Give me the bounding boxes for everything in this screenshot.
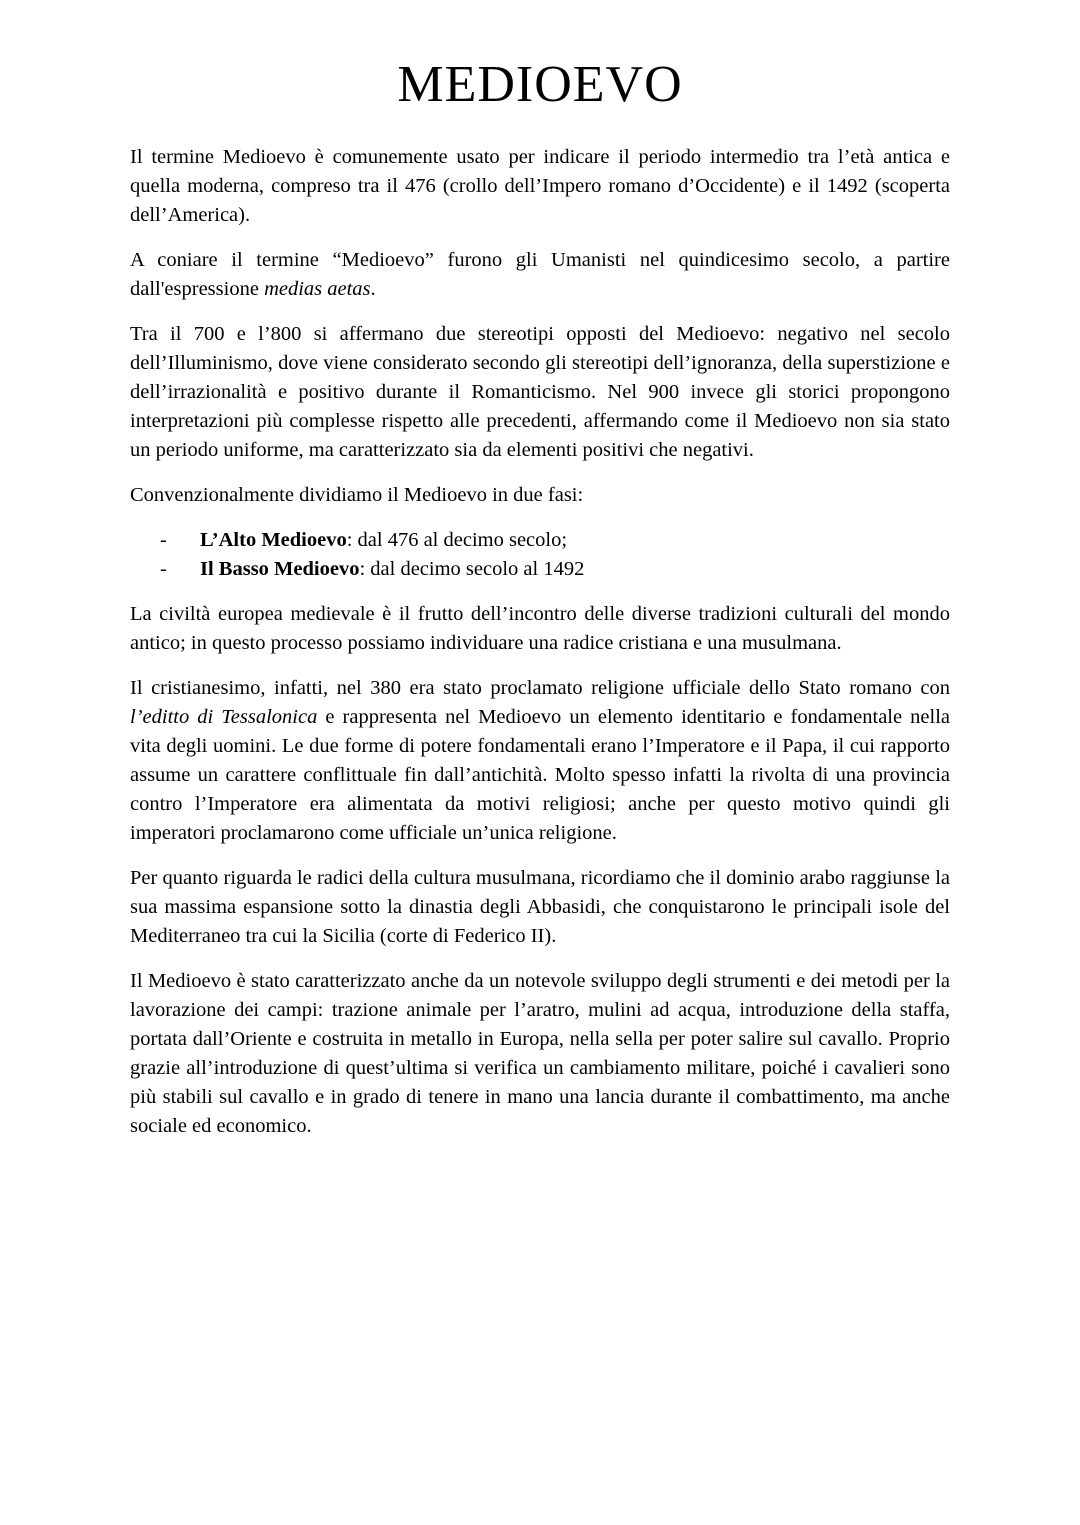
bullet-list [130, 526, 950, 584]
bold-text: L’Alto Medioevo [200, 529, 347, 552]
list-marker: - [160, 529, 167, 552]
bold-text: Il Basso Medioevo [200, 558, 360, 581]
document-body [130, 143, 950, 1141]
paragraph [130, 320, 950, 465]
text-run: e rappresenta nel Medioevo un elemento identitario e fondamentale nella vita degli uomini. Le due forme di potere fondamentali erano l’Imperatore e il Papa, il cui rapporto assume un carattere conflittuale fin dall’antichità. Molto spesso infatti la rivolta di una provincia contro l’Imperatore era alimentata da motivi religiosi; anche per questo motivo quindi gli imperatori proclamarono come ufficiale un’unica religione. [130, 706, 950, 845]
text-run: : dal decimo secolo al 1492 [359, 558, 585, 581]
text-run: Tra il 700 e l’800 si affermano due stereotipi opposti del Medioevo: negativo nel secolo dell’Illuminismo, dove viene considerato secondo gli stereotipi dell’ignoranza, della superstizione e dell’irrazionalità e positivo durante il Romanticismo. Nel 900 invece gli storici propongono interpretazioni più complesse rispetto alle precedenti, affermando come il Medioevo non sia stato un periodo uniforme, ma caratterizzato sia da elementi positivi che negativi. [130, 323, 950, 462]
text-run: Per quanto riguarda le radici della cultura musulmana, ricordiamo che il dominio arabo raggiunse la sua massima espansione sotto la dinastia degli Abbasidi, che conquistarono le principali isole del Mediterraneo tra cui la Sicilia (corte di Federico II). [130, 867, 950, 948]
list-item [130, 526, 950, 555]
text-run: La civiltà europea medievale è il frutto dell’incontro delle diverse tradizioni culturali del mondo antico; in questo processo possiamo individuare una radice cristiana e una musulmana. [130, 603, 950, 655]
paragraph [130, 600, 950, 658]
text-run: Convenzionalmente dividiamo il Medioevo in due fasi: [130, 484, 584, 507]
paragraph [130, 143, 950, 230]
list-marker: - [160, 558, 167, 581]
page-title: MEDIOEVO [397, 56, 683, 113]
paragraph [130, 674, 950, 848]
list-item [130, 555, 950, 584]
paragraph [130, 967, 950, 1141]
paragraph [130, 246, 950, 304]
paragraph [130, 864, 950, 951]
paragraph [130, 481, 950, 510]
text-run: Il Medioevo è stato caratterizzato anche da un notevole sviluppo degli strumenti e dei metodi per la lavorazione dei campi: trazione animale per l’aratro, mulini ad acqua, introduzione della staffa, portata dall’Oriente e costruita in metallo in Europa, nella sella per poter salire sul cavallo. Proprio grazie all’introduzione di quest’ultima si verifica un cambiamento militare, poiché i cavalieri sono più stabili sul cavallo e in grado di tenere in mano una lancia durante il combattimento, ma anche sociale ed economico. [130, 970, 950, 1138]
text-run: Il cristianesimo, infatti, nel 380 era stato proclamato religione ufficiale dello Stato romano con [130, 677, 950, 700]
italic-text: medias aetas [264, 278, 371, 301]
text-run: Il termine Medioevo è comunemente usato per indicare il periodo intermedio tra l’età antica e quella moderna, compreso tra il 476 (crollo dell’Impero romano d’Occidente) e il 1492 (scoperta dell’America). [130, 146, 950, 227]
text-run: . [370, 278, 376, 301]
list-item-text [200, 555, 950, 584]
text-run: A coniare il termine “Medioevo” furono gli Umanisti nel quindicesimo secolo, a partire dall'espressione [130, 249, 950, 301]
list-item-text [200, 526, 950, 555]
italic-text: l’editto di Tessalonica [130, 706, 318, 729]
text-run: : dal 476 al decimo secolo; [346, 529, 568, 552]
